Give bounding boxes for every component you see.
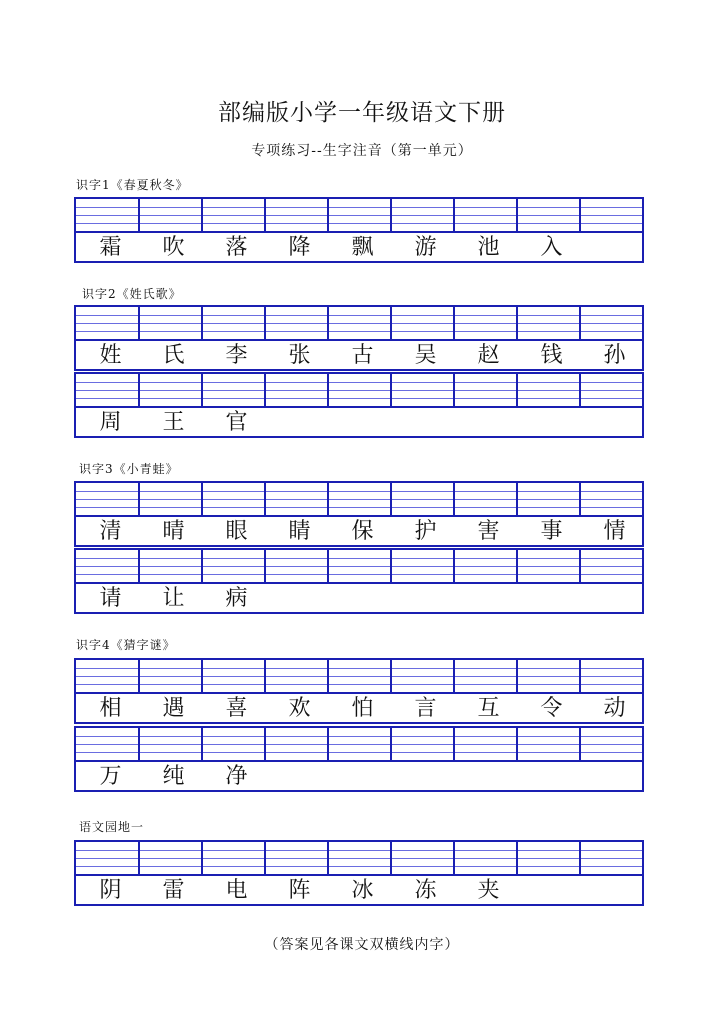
hanzi-character: 周 xyxy=(99,410,122,435)
hanzi-character: 互 xyxy=(477,696,500,721)
pinyin-guide-line xyxy=(76,382,642,383)
cell-divider xyxy=(453,483,455,517)
character-band xyxy=(76,762,642,790)
pinyin-guide-line xyxy=(76,507,642,508)
hanzi-character: 官 xyxy=(225,410,248,435)
writing-grid-row xyxy=(74,305,644,371)
cell-divider xyxy=(453,842,455,876)
pinyin-guide-line xyxy=(76,668,642,669)
cell-divider xyxy=(138,483,140,517)
cell-divider xyxy=(516,842,518,876)
cell-divider xyxy=(516,660,518,694)
cell-divider xyxy=(390,842,392,876)
writing-grid-row xyxy=(74,197,644,263)
pinyin-guide-line xyxy=(76,684,642,685)
cell-divider xyxy=(138,374,140,408)
cell-divider xyxy=(264,307,266,341)
pinyin-writing-band[interactable] xyxy=(76,374,642,408)
hanzi-character: 喜 xyxy=(225,696,248,721)
cell-divider xyxy=(453,374,455,408)
hanzi-character: 眼 xyxy=(225,519,248,544)
hanzi-character: 雷 xyxy=(162,878,185,903)
cell-divider xyxy=(138,660,140,694)
pinyin-writing-band[interactable] xyxy=(76,660,642,694)
cell-divider xyxy=(390,374,392,408)
hanzi-character: 言 xyxy=(414,696,437,721)
cell-divider xyxy=(138,199,140,233)
cell-divider xyxy=(327,307,329,341)
pinyin-guide-line xyxy=(76,207,642,208)
cell-divider xyxy=(453,728,455,762)
hanzi-character: 夹 xyxy=(477,878,500,903)
hanzi-character: 相 xyxy=(99,696,122,721)
page-subtitle: 专项练习--生字注音（第一单元） xyxy=(251,143,473,159)
cell-divider xyxy=(201,483,203,517)
hanzi-character: 张 xyxy=(288,343,311,368)
pinyin-guide-line xyxy=(76,858,642,859)
hanzi-character: 钱 xyxy=(540,343,563,368)
hanzi-character: 冻 xyxy=(414,878,437,903)
section-label-4: 识字4《猜字谜》 xyxy=(76,638,176,652)
writing-grid-row xyxy=(74,840,644,906)
hanzi-character: 欢 xyxy=(288,696,311,721)
cell-divider xyxy=(579,728,581,762)
answer-note: （答案见各课文双横线内字） xyxy=(264,937,460,953)
cell-divider xyxy=(579,199,581,233)
pinyin-guide-line xyxy=(76,491,642,492)
cell-divider xyxy=(390,483,392,517)
cell-divider xyxy=(390,550,392,584)
writing-grid-row xyxy=(74,481,644,547)
character-band xyxy=(76,233,642,261)
pinyin-guide-line xyxy=(76,676,642,677)
hanzi-character: 吴 xyxy=(414,343,437,368)
hanzi-character: 护 xyxy=(414,519,437,544)
cell-divider xyxy=(579,374,581,408)
cell-divider xyxy=(327,483,329,517)
section-label-5: 语文园地一 xyxy=(79,820,145,834)
pinyin-guide-line xyxy=(76,850,642,851)
writing-grid-row xyxy=(74,372,644,438)
hanzi-character: 让 xyxy=(162,586,185,611)
hanzi-character: 清 xyxy=(99,519,122,544)
pinyin-guide-line xyxy=(76,566,642,567)
writing-grid-row xyxy=(74,658,644,724)
cell-divider xyxy=(264,842,266,876)
hanzi-character: 请 xyxy=(99,586,122,611)
cell-divider xyxy=(453,550,455,584)
pinyin-guide-line xyxy=(76,752,642,753)
cell-divider xyxy=(138,728,140,762)
hanzi-character: 动 xyxy=(603,696,626,721)
pinyin-guide-line xyxy=(76,574,642,575)
section-label-1: 识字1《春夏秋冬》 xyxy=(76,178,189,192)
cell-divider xyxy=(138,550,140,584)
pinyin-guide-line xyxy=(76,223,642,224)
hanzi-character: 入 xyxy=(540,235,563,260)
character-band xyxy=(76,694,642,722)
hanzi-character: 情 xyxy=(603,519,626,544)
pinyin-guide-line xyxy=(76,331,642,332)
hanzi-character: 阵 xyxy=(288,878,311,903)
pinyin-guide-line xyxy=(76,215,642,216)
cell-divider xyxy=(516,199,518,233)
cell-divider xyxy=(516,483,518,517)
cell-divider xyxy=(453,307,455,341)
cell-divider xyxy=(201,374,203,408)
cell-divider xyxy=(327,728,329,762)
cell-divider xyxy=(516,550,518,584)
hanzi-character: 令 xyxy=(540,696,563,721)
hanzi-character: 姓 xyxy=(99,343,122,368)
pinyin-writing-band[interactable] xyxy=(76,842,642,876)
cell-divider xyxy=(264,374,266,408)
character-band xyxy=(76,876,642,904)
hanzi-character: 孙 xyxy=(603,343,626,368)
hanzi-character: 保 xyxy=(351,519,374,544)
cell-divider xyxy=(201,660,203,694)
cell-divider xyxy=(264,728,266,762)
hanzi-character: 李 xyxy=(225,343,248,368)
pinyin-guide-line xyxy=(76,866,642,867)
cell-divider xyxy=(327,660,329,694)
writing-grid-row xyxy=(74,726,644,792)
pinyin-guide-line xyxy=(76,736,642,737)
pinyin-guide-line xyxy=(76,315,642,316)
character-band xyxy=(76,584,642,612)
hanzi-character: 氏 xyxy=(162,343,185,368)
cell-divider xyxy=(516,307,518,341)
cell-divider xyxy=(453,199,455,233)
cell-divider xyxy=(138,307,140,341)
hanzi-character: 池 xyxy=(477,235,500,260)
cell-divider xyxy=(579,307,581,341)
cell-divider xyxy=(390,199,392,233)
hanzi-character: 晴 xyxy=(162,519,185,544)
pinyin-writing-band[interactable] xyxy=(76,550,642,584)
hanzi-character: 飘 xyxy=(351,235,374,260)
pinyin-guide-line xyxy=(76,398,642,399)
cell-divider xyxy=(453,660,455,694)
page-title: 部编版小学一年级语文下册 xyxy=(218,100,506,126)
hanzi-character: 吹 xyxy=(162,235,185,260)
cell-divider xyxy=(327,842,329,876)
cell-divider xyxy=(201,842,203,876)
character-band xyxy=(76,517,642,545)
pinyin-writing-band[interactable] xyxy=(76,307,642,341)
hanzi-character: 病 xyxy=(225,586,248,611)
pinyin-guide-line xyxy=(76,499,642,500)
section-label-3: 识字3《小青蛙》 xyxy=(79,462,179,476)
cell-divider xyxy=(390,307,392,341)
pinyin-guide-line xyxy=(76,323,642,324)
cell-divider xyxy=(327,199,329,233)
writing-grid-row xyxy=(74,548,644,614)
hanzi-character: 赵 xyxy=(477,343,500,368)
hanzi-character: 遇 xyxy=(162,696,185,721)
hanzi-character: 游 xyxy=(414,235,437,260)
cell-divider xyxy=(264,483,266,517)
cell-divider xyxy=(390,660,392,694)
pinyin-writing-band[interactable] xyxy=(76,199,642,233)
pinyin-guide-line xyxy=(76,744,642,745)
cell-divider xyxy=(264,550,266,584)
cell-divider xyxy=(201,728,203,762)
cell-divider xyxy=(327,374,329,408)
hanzi-character: 怕 xyxy=(351,696,374,721)
cell-divider xyxy=(201,550,203,584)
pinyin-writing-band[interactable] xyxy=(76,483,642,517)
hanzi-character: 纯 xyxy=(162,764,185,789)
cell-divider xyxy=(201,307,203,341)
cell-divider xyxy=(264,199,266,233)
hanzi-character: 王 xyxy=(162,410,185,435)
pinyin-guide-line xyxy=(76,390,642,391)
cell-divider xyxy=(138,842,140,876)
hanzi-character: 冰 xyxy=(351,878,374,903)
hanzi-character: 害 xyxy=(477,519,500,544)
hanzi-character: 睛 xyxy=(288,519,311,544)
cell-divider xyxy=(579,660,581,694)
cell-divider xyxy=(579,483,581,517)
hanzi-character: 霜 xyxy=(99,235,122,260)
hanzi-character: 电 xyxy=(225,878,248,903)
cell-divider xyxy=(390,728,392,762)
cell-divider xyxy=(579,842,581,876)
cell-divider xyxy=(264,660,266,694)
pinyin-guide-line xyxy=(76,558,642,559)
cell-divider xyxy=(579,550,581,584)
hanzi-character: 落 xyxy=(225,235,248,260)
character-band xyxy=(76,341,642,369)
hanzi-character: 降 xyxy=(288,235,311,260)
hanzi-character: 古 xyxy=(351,343,374,368)
section-label-2: 识字2《姓氏歌》 xyxy=(82,287,182,301)
cell-divider xyxy=(201,199,203,233)
hanzi-character: 万 xyxy=(99,764,122,789)
hanzi-character: 阴 xyxy=(99,878,122,903)
hanzi-character: 事 xyxy=(540,519,563,544)
character-band xyxy=(76,408,642,436)
cell-divider xyxy=(516,728,518,762)
cell-divider xyxy=(516,374,518,408)
pinyin-writing-band[interactable] xyxy=(76,728,642,762)
cell-divider xyxy=(327,550,329,584)
hanzi-character: 净 xyxy=(225,764,248,789)
